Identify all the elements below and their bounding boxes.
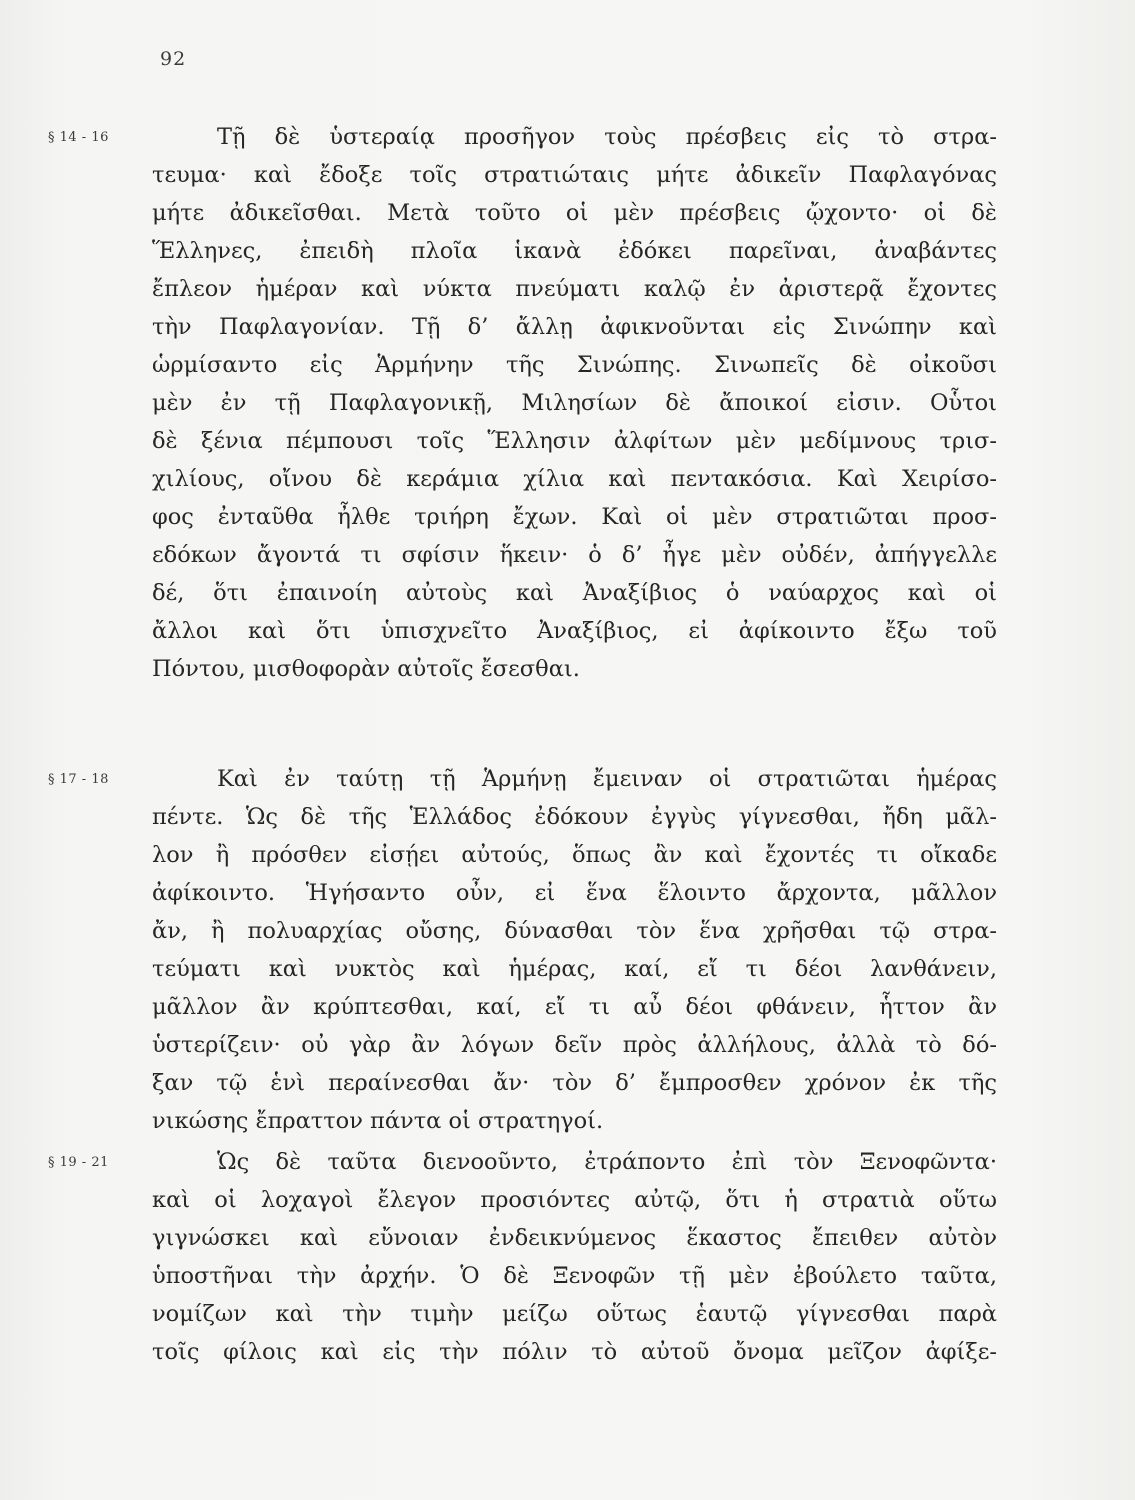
text-line: Πόντου, μισθοφορὰν αὐτοῖς ἔσεσθαι. [152, 656, 580, 682]
text-line: τευμα· καὶ ἔδοξε τοῖς στρατιώταις μήτε ἀδικεῖν Παφλαγόνας [152, 162, 997, 188]
section-ref-14-16: § 14 - 16 [48, 130, 109, 145]
text-line: Καὶ ἐν ταύτῃ τῇ Ἁρμήνῃ ἔμειναν οἱ στρατιῶται ἡμέρας [217, 766, 997, 792]
text-line: μήτε ἀδικεῖσθαι. Μετὰ τοῦτο οἱ μὲν πρέσβεις ᾤχοντο· οἱ δὲ [152, 200, 997, 226]
section-ref-19-21: § 19 - 21 [48, 1155, 109, 1170]
text-line: τοῖς φίλοις καὶ εἰς τὴν πόλιν τὸ αὐτοῦ ὄνομα μεῖζον ἀφίξε- [152, 1339, 997, 1365]
text-line: δὲ ξένια πέμπουσι τοῖς Ἕλλησιν ἀλφίτων μὲν μεδίμνους τρισ- [152, 428, 997, 454]
text-line: τὴν Παφλαγονίαν. Τῇ δ’ ἄλλῃ ἀφικνοῦνται εἰς Σινώπην καὶ [152, 314, 997, 340]
text-line: ὑποστῆναι τὴν ἀρχήν. Ὁ δὲ Ξενοφῶν τῇ μὲν ἐβούλετο ταῦτα, [152, 1263, 997, 1289]
text-line: νομίζων καὶ τὴν τιμὴν μείζω οὕτως ἑαυτῷ γίγνεσθαι παρὰ [152, 1301, 997, 1327]
text-line: μὲν ἐν τῇ Παφλαγονικῇ, Μιλησίων δὲ ἄποικοί εἰσιν. Οὗτοι [152, 390, 997, 416]
paragraph-14-16 [152, 118, 997, 688]
text-line: ἔπλεον ἡμέραν καὶ νύκτα πνεύματι καλῷ ἐν ἀριστερᾷ ἔχοντες [152, 276, 997, 302]
text-line: δέ, ὅτι ἐπαινοίη αὐτοὺς καὶ Ἀναξίβιος ὁ ναύαρχος καὶ οἱ [152, 580, 997, 606]
page-number: 92 [160, 48, 187, 70]
text-line: εδόκων ἄγοντά τι σφίσιν ἥκειν· ὁ δ’ ἦγε μὲν οὐδέν, ἀπήγγελλε [152, 542, 997, 568]
text-line: νικώσης ἔπραττον πάντα οἱ στρατηγοί. [152, 1108, 604, 1134]
paragraph-19-21 [152, 1143, 997, 1371]
text-line: ξαν τῷ ἑνὶ περαίνεσθαι ἄν· τὸν δ’ ἔμπροσθεν χρόνον ἐκ τῆς [152, 1070, 997, 1096]
text-line: φος ἐνταῦθα ἦλθε τριήρη ἔχων. Καὶ οἱ μὲν στρατιῶται προσ- [152, 504, 997, 530]
text-line: Ἕλληνες, ἐπειδὴ πλοῖα ἱκανὰ ἐδόκει παρεῖναι, ἀναβάντες [152, 238, 997, 264]
text-line: ἄν, ἢ πολυαρχίας οὔσης, δύνασθαι τὸν ἕνα χρῆσθαι τῷ στρα- [152, 918, 997, 944]
text-line: ἀφίκοιντο. Ἡγήσαντο οὖν, εἰ ἕνα ἕλοιντο ἄρχοντα, μᾶλλον [152, 880, 997, 906]
text-line: ὑστερίζειν· οὐ γὰρ ἂν λόγων δεῖν πρὸς ἀλλήλους, ἀλλὰ τὸ δό- [152, 1032, 997, 1058]
text-line: γιγνώσκει καὶ εὔνοιαν ἐνδεικνύμενος ἕκαστος ἔπειθεν αὐτὸν [152, 1225, 997, 1251]
text-line: μᾶλλον ἂν κρύπτεσθαι, καί, εἴ τι αὖ δέοι φθάνειν, ἧττον ἂν [152, 994, 997, 1020]
text-line: χιλίους, οἴνου δὲ κεράμια χίλια καὶ πεντακόσια. Καὶ Χειρίσο- [152, 466, 997, 492]
text-line: ἄλλοι καὶ ὅτι ὑπισχνεῖτο Ἀναξίβιος, εἰ ἀφίκοιντο ἔξω τοῦ [152, 618, 997, 644]
text-line: πέντε. Ὡς δὲ τῆς Ἑλλάδος ἐδόκουν ἐγγὺς γίγνεσθαι, ἤδη μᾶλ- [152, 804, 997, 830]
text-line: ὡρμίσαντο εἰς Ἁρμήνην τῆς Σινώπης. Σινωπεῖς δὲ οἰκοῦσι [152, 352, 997, 378]
text-line: καὶ οἱ λοχαγοὶ ἔλεγον προσιόντες αὐτῷ, ὅτι ἡ στρατιὰ οὕτω [152, 1187, 997, 1213]
text-line: λον ἢ πρόσθεν εἰσῄει αὐτούς, ὅπως ἂν καὶ ἔχοντές τι οἴκαδε [152, 842, 997, 868]
text-line: Ὡς δὲ ταῦτα διενοοῦντο, ἐτράποντο ἐπὶ τὸν Ξενοφῶντα· [217, 1149, 997, 1175]
paragraph-17-18 [152, 760, 997, 1140]
section-ref-17-18: § 17 - 18 [48, 772, 109, 787]
text-line: Τῇ δὲ ὑστεραίᾳ προσῆγον τοὺς πρέσβεις εἰς τὸ στρα- [217, 124, 997, 150]
text-line: τεύματι καὶ νυκτὸς καὶ ἡμέρας, καί, εἴ τι δέοι λανθάνειν, [152, 956, 997, 982]
